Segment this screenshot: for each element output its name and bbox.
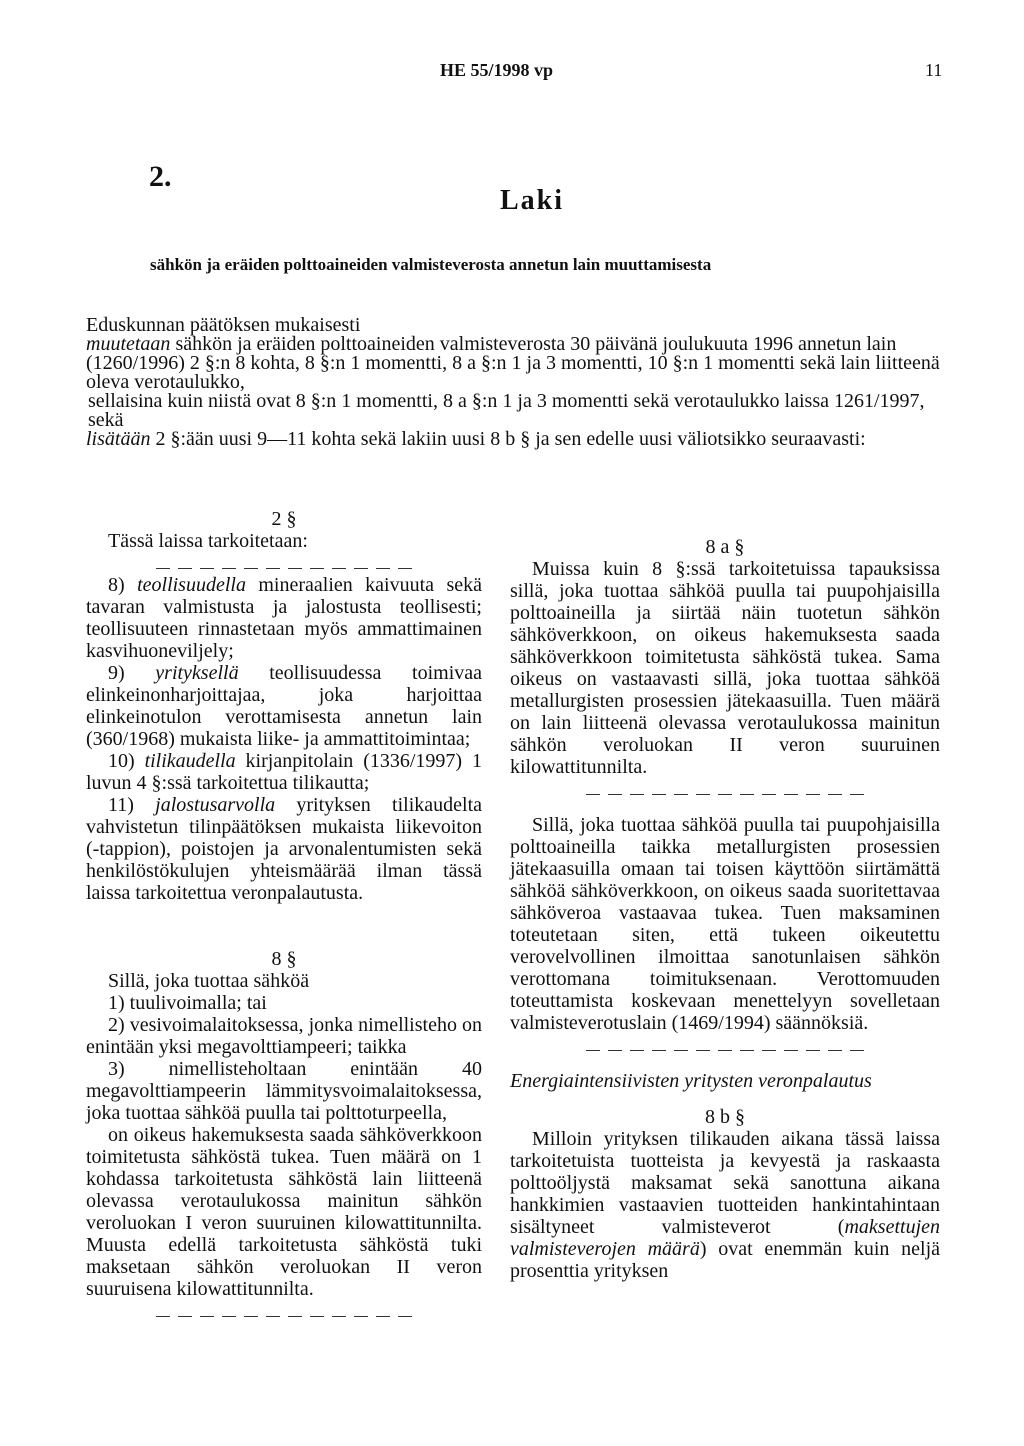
omission-divider xyxy=(510,1034,940,1056)
section-8a-paragraph-3: Sillä, joka tuottaa sähköä puulla tai puupohjaisilla polttoaineilla taikka metallurgisten prosessien jätekaasuilla omaan tai toisen käyttöön siirtämättä sähköä sähköverkkoon, on oikeus saada suoritettavaa sähköveroa vastaavaa tukea. Tuen maksaminen toteutetaan siten, että tukeen oikeutettu verovelvollinen ilmoittaa sanotunlaisen sähkön verottomana toimituksenaan. Verottomuuden toteuttamista koskevaan menettelyyn sovelletaan valmisteverotuslain (1469/1994) säännöksiä. xyxy=(510,814,940,1034)
section-2-heading: 2 § xyxy=(271,508,297,530)
definition-item-11: 11) jalostusarvolla yrityksen tilikaudelta vahvistetun tilinpäätöksen mukaista liikevoiton (-tappion), poistojen ja arvonalentumisten sekä henkilöstökulujen yhteismäärää ilman tässä laissa tarkoitettua veronpalautusta. xyxy=(86,794,482,904)
such-paragraph: sellaisina kuin niistä ovat 8 §:n 1 momentti, 8 a §:n 1 ja 3 momentti sekä verotaulukko laissa 1261/1997, sekä xyxy=(88,390,925,431)
add-label: lisätään xyxy=(86,428,151,450)
section-8-lead: Sillä, joka tuottaa sähköä xyxy=(108,970,310,992)
omission-divider xyxy=(86,1300,482,1322)
law-title: Laki xyxy=(499,185,565,216)
enacting-clause xyxy=(86,316,956,449)
law-subtitle: sähkön ja eräiden polttoaineiden valmisteverosta annetun lain muuttamisesta xyxy=(150,255,712,274)
section-8-body: on oikeus hakemuksesta saada sähköverkkoon toimitetusta sähköstä tukea. Tuen määrä on 1 kohdassa tarkoitetusta sähköstä lain liitteenä olevassa verotaulukossa mainitun sähkön veroluokan I veron suuruinen kilowattitunnilta. Muusta edellä tarkoitetusta sähköstä tuki maksetaan sähkön veroluokan II veron suuruisena kilowattitunnilta. xyxy=(86,1124,482,1300)
omission-divider xyxy=(86,552,482,574)
add-paragraph xyxy=(86,430,956,449)
section-8a-heading: 8 a § xyxy=(705,536,745,558)
amend-paragraph xyxy=(86,335,956,392)
section-8-item-3: 3) nimellisteholtaan enintään 40 megavolttiampeerin lämmitysvoimalaitoksessa, joka tuottaa sähköä puulla tai polttoturpeella, xyxy=(86,1058,482,1124)
term-yrityksella: yrityksellä xyxy=(155,662,239,684)
definition-item-9: 9) yrityksellä teollisuudessa toimivaa elinkeinonharjoittajaa, joka harjoittaa elinkeinotulon verottamisesta annetun lain (360/1968) mukaista liike- ja ammattitoimintaa; xyxy=(86,662,482,750)
amend-text: sähkön ja eräiden polttoaineiden valmisteverosta 30 päivänä joulukuuta 1996 annetun lain (1260/1996) 2 §:n 8 kohta, 8 §:n 1 momentti, 8 a §:n 1 ja 3 momentti, 10 §:n 1 momentti sekä lain liitteenä oleva verotaulukko, xyxy=(86,333,940,393)
page-number: 11 xyxy=(925,60,943,80)
section-8b-heading: 8 b § xyxy=(705,1106,745,1128)
right-column xyxy=(510,536,940,1282)
law-number: 2. xyxy=(149,160,172,193)
left-column xyxy=(86,508,482,1322)
section-8-item-2: 2) vesivoimalaitoksessa, jonka nimellisteho on enintään yksi megavolttiampeeri; taikka xyxy=(86,1014,482,1058)
section-8-heading: 8 § xyxy=(271,948,297,970)
subheading-energy-intensive: Energiaintensiivisten yritysten veronpalautus xyxy=(510,1070,872,1092)
add-text: 2 §:ään uusi 9—11 kohta sekä lakiin uusi 8 b § ja sen edelle uusi väliotsikko seuraavasti: xyxy=(150,428,866,450)
definition-item-10: 10) tilikaudella kirjanpitolain (1336/1997) 1 luvun 4 §:ssä tarkoitettua tilikautta; xyxy=(86,750,482,794)
document-id: HE 55/1998 vp xyxy=(440,60,554,80)
section-8b-paragraph-1: Milloin yrityksen tilikauden aikana tässä laissa tarkoitetuista tuotteista ja kevyestä ja raskaasta polttoöljystä maksamat sekä sanottuna aikana hankkimien vastaavien tuotteiden hankintahintaan sisältyneet valmisteverot (maksettujen valmisteverojen määrä) ovat enemmän kuin neljä prosenttia yrityksen xyxy=(510,1128,941,1282)
term-maksettujen-valmisteverojen-maara: maksettujen valmisteverojen määrä xyxy=(510,1216,940,1260)
section-2-lead: Tässä laissa tarkoitetaan: xyxy=(108,530,308,552)
term-tilikaudella: tilikaudella xyxy=(144,750,236,772)
section-8a-paragraph-1: Muissa kuin 8 §:ssä tarkoitetuissa tapauksissa sillä, joka tuottaa sähköä puulla tai puupohjaisilla polttoaineilla ja siirtää näin tuotetun sähkön sähköverkkoon, on oikeus hakemuksesta saada sähköverkkoon toimitetusta sähköstä tukea. Sama oikeus on vastaavasti sillä, joka tuottaa sähköä metallurgisten prosessien jätekaasuilla. Tuen määrä on lain liitteenä olevassa verotaulukossa mainitun sähkön veroluokan II veron suuruinen kilowattitunnilta. xyxy=(510,558,940,778)
definition-item-8: 8) teollisuudella mineraalien kaivuuta sekä tavaran valmistusta ja jalostusta teollisesti; teollisuuteen rinnastetaan myös ammattimainen kasvihuoneviljely; xyxy=(86,574,482,662)
amend-label: muutetaan xyxy=(86,333,171,355)
omission-divider xyxy=(510,778,940,800)
section-8-item-1: 1) tuulivoimalla; tai xyxy=(108,992,267,1014)
term-teollisuudella: teollisuudella xyxy=(137,574,246,596)
term-jalostusarvolla: jalostusarvolla xyxy=(155,794,276,816)
intro-line: Eduskunnan päätöksen mukaisesti xyxy=(86,314,361,336)
